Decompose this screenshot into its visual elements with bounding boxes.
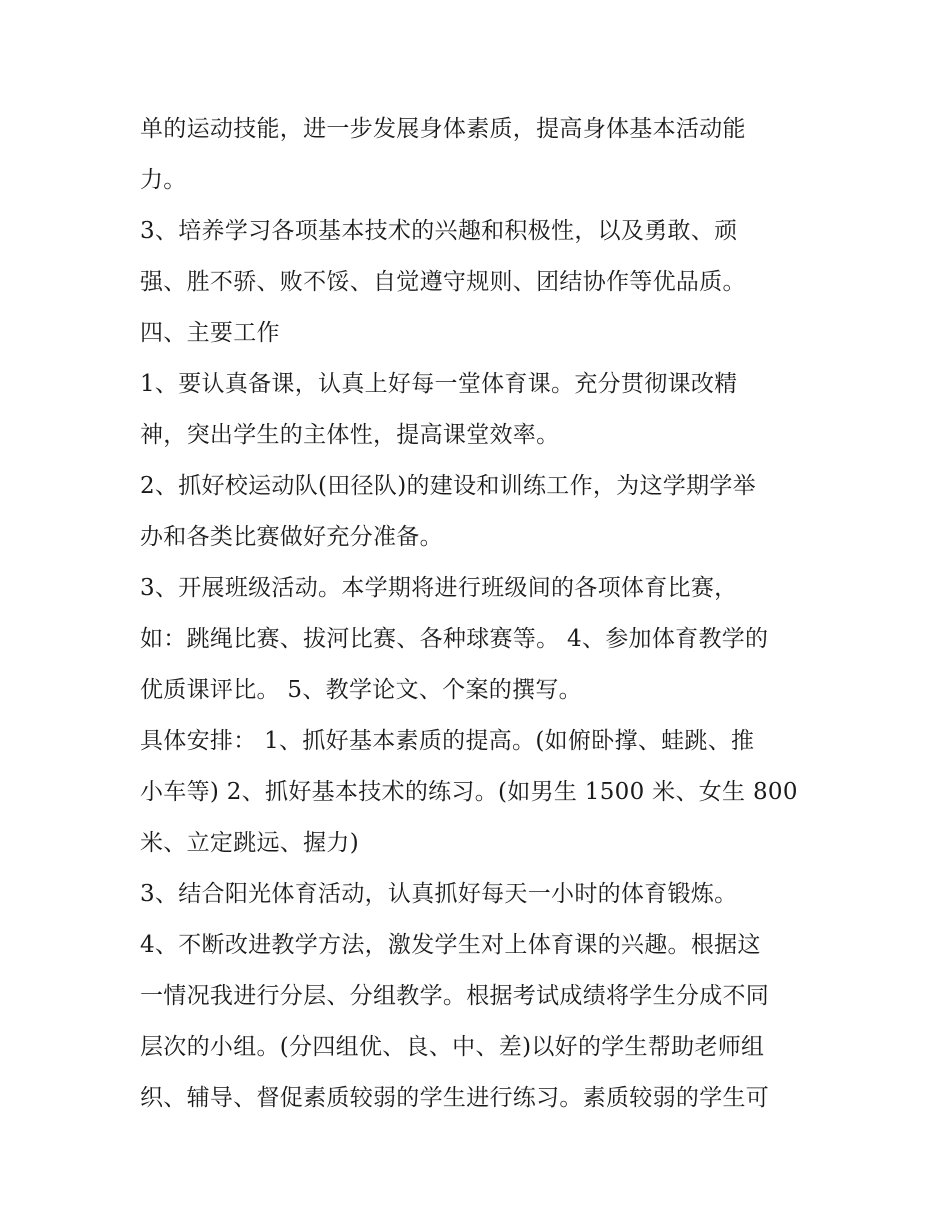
text-line: 2、抓好校运动队(田径队)的建设和训练工作，为这学期学举 [140, 473, 756, 499]
text-line: 小车等) 2、抓好基本技术的练习。(如男生 1500 米、女生 800 [140, 779, 798, 805]
text-line: 米、立定跳远、握力) [140, 830, 359, 856]
text-line: 力。 [140, 167, 187, 193]
text-line: 优质课评比。 5、教学论文、个案的撰写。 [140, 677, 582, 703]
text-line: 4、不断改进教学方法，激发学生对上体育课的兴趣。根据这 [140, 932, 761, 958]
text-line: 办和各类比赛做好充分准备。 [140, 524, 443, 550]
text-line: 神，突出学生的主体性，提高课堂效率。 [140, 422, 560, 448]
document-body [140, 104, 820, 1124]
text-line: 1、要认真备课，认真上好每一堂体育课。充分贯彻课改精 [140, 371, 738, 397]
text-line: 具体安排： 1、抓好基本素质的提高。(如俯卧撑、蛙跳、推 [140, 728, 755, 754]
text-line: 单的运动技能，进一步发展身体素质，提高身体基本活动能 [140, 116, 746, 142]
text-line: 如：跳绳比赛、拔河比赛、各种球赛等。 4、参加体育教学的 [140, 626, 769, 652]
text-line: 层次的小组。(分四组优、良、中、差)以好的学生帮助老师组 [140, 1034, 765, 1060]
text-line: 强、胜不骄、败不馁、自觉遵守规则、团结协作等优品质。 [140, 269, 746, 295]
section-heading: 四、主要工作 [140, 320, 280, 346]
text-line: 一情况我进行分层、分组教学。根据考试成绩将学生分成不同 [140, 983, 770, 1009]
text-line: 3、开展班级活动。本学期将进行班级间的各项体育比赛， [140, 575, 738, 601]
text-line: 3、结合阳光体育活动，认真抓好每天一小时的体育锻炼。 [140, 881, 738, 907]
text-line: 3、培养学习各项基本技术的兴趣和积极性，以及勇敢、顽 [140, 218, 738, 244]
text-line: 织、辅导、督促素质较弱的学生进行练习。素质较弱的学生可 [140, 1085, 770, 1111]
